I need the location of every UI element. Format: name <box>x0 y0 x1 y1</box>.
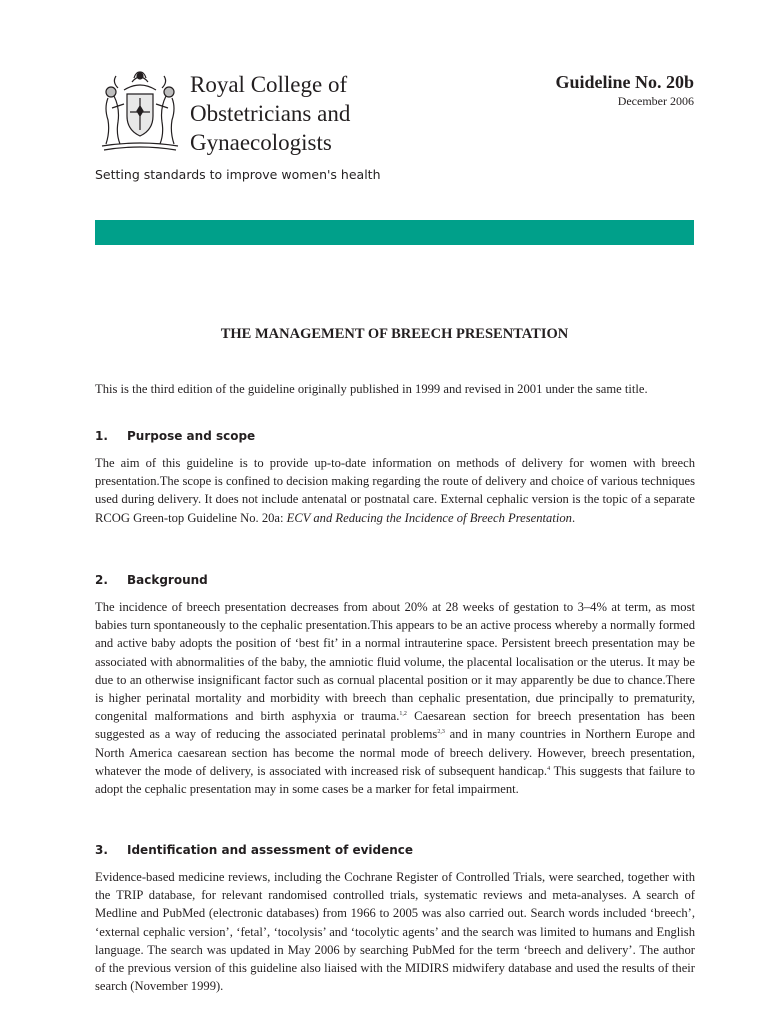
section-number: 1. <box>95 429 108 443</box>
document-title: THE MANAGEMENT OF BREECH PRESENTATION <box>220 326 569 342</box>
paragraph-text: Caesarean section for breech presentation has been suggested as a way of reducing the associated perinatal problems <box>95 709 695 742</box>
paragraph-text: This suggests that failure to adopt the cephalic presentation may in some cases be a marker for fetal impairment. <box>95 763 695 797</box>
section-heading <box>95 429 255 443</box>
section-paragraph: Evidence-based medicine reviews, including the Cochrane Register of Controlled Trials, were searched, together with the TRIP database, for relevant randomised controlled trials, systematic reviews and meta-analyses. A search of Medline and PubMed (electronic databases) from 1966 to 2005 was also carried out. Search words included ‘breech’, ‘external cephalic version’, ‘fetal’, ‘tocolysis’ and ‘tocolytic agents’ and the search was limited to humans and English language. The search was updated in May 2006 by searching PubMed for the term ‘breech and delivery’. The author of the previous version of this guideline also liaised with the MIDIRS midwifery database and used the results of their search (November 1999). <box>95 870 695 994</box>
section-title: Identification and assessment of evidence <box>127 843 414 857</box>
org-name-line: Royal College of <box>190 72 348 97</box>
header-band <box>95 220 694 245</box>
reference-marker: 2,3 <box>437 729 445 736</box>
section-paragraph <box>95 454 695 527</box>
section-heading <box>95 573 208 587</box>
section-paragraph <box>95 598 695 798</box>
org-name-line: Gynaecologists <box>190 130 332 155</box>
guideline-date: December 2006 <box>617 94 694 108</box>
reference-marker: 1,2 <box>399 711 407 718</box>
section-title: Background <box>127 573 208 587</box>
paragraph-text: and in many countries in Northern Europe and North America caesarean section has become the normal mode of breech delivery. However, breech presentation, whatever the mode of delivery, is associated with increased risk of subsequent handicap. <box>95 727 695 778</box>
tagline: Setting standards to improve women's health <box>95 167 381 182</box>
section-number: 3. <box>95 843 108 857</box>
coat-of-arms-icon <box>94 68 186 152</box>
paragraph-text: . <box>571 510 576 525</box>
org-name-line: Obstetricians and <box>190 101 351 126</box>
reference-marker: 4 <box>547 765 551 772</box>
intro-paragraph: This is the third edition of the guideline originally published in 1999 and revised in 2001 under the same title. <box>95 382 648 396</box>
section-title: Purpose and scope <box>127 429 256 443</box>
guideline-number: Guideline No. 20b <box>555 72 694 92</box>
organisation-name <box>190 70 350 157</box>
paragraph-italic-text: ECV and Reducing the Incidence of Breech Presentation <box>286 510 572 525</box>
section-number: 2. <box>95 573 108 587</box>
section-heading <box>95 843 413 857</box>
paragraph-text: The aim of this guideline is to provide up-to-date information on methods of delivery for women with breech presentation.The scope is confined to decision making regarding the route of delivery and choice of various techniques used during delivery. It does not include antenatal or postnatal care. External cephalic version is the topic of a separate RCOG Green-top Guideline No. 20a: <box>95 456 695 525</box>
paragraph-text: The incidence of breech presentation decreases from about 20% at 28 weeks of gestation to 3–4% at term, as most babies turn spontaneously to the cephalic presentation.This appears to be an active process whereby a normally formed and active baby adopts the position of ‘best fit’ in a normal intrauterine space. Persistent breech presentation may be associated with abnormalities of the baby, the amniotic fluid volume, the placental localisation or the uterus. It may be due to an otherwise insignificant factor such as cornual placental position or it may apparently be due to chance.There is higher perinatal mortality and morbidity with breech than cephalic presentation, due principally to prematurity, congenital malformations and birth asphyxia or trauma. <box>95 600 695 724</box>
